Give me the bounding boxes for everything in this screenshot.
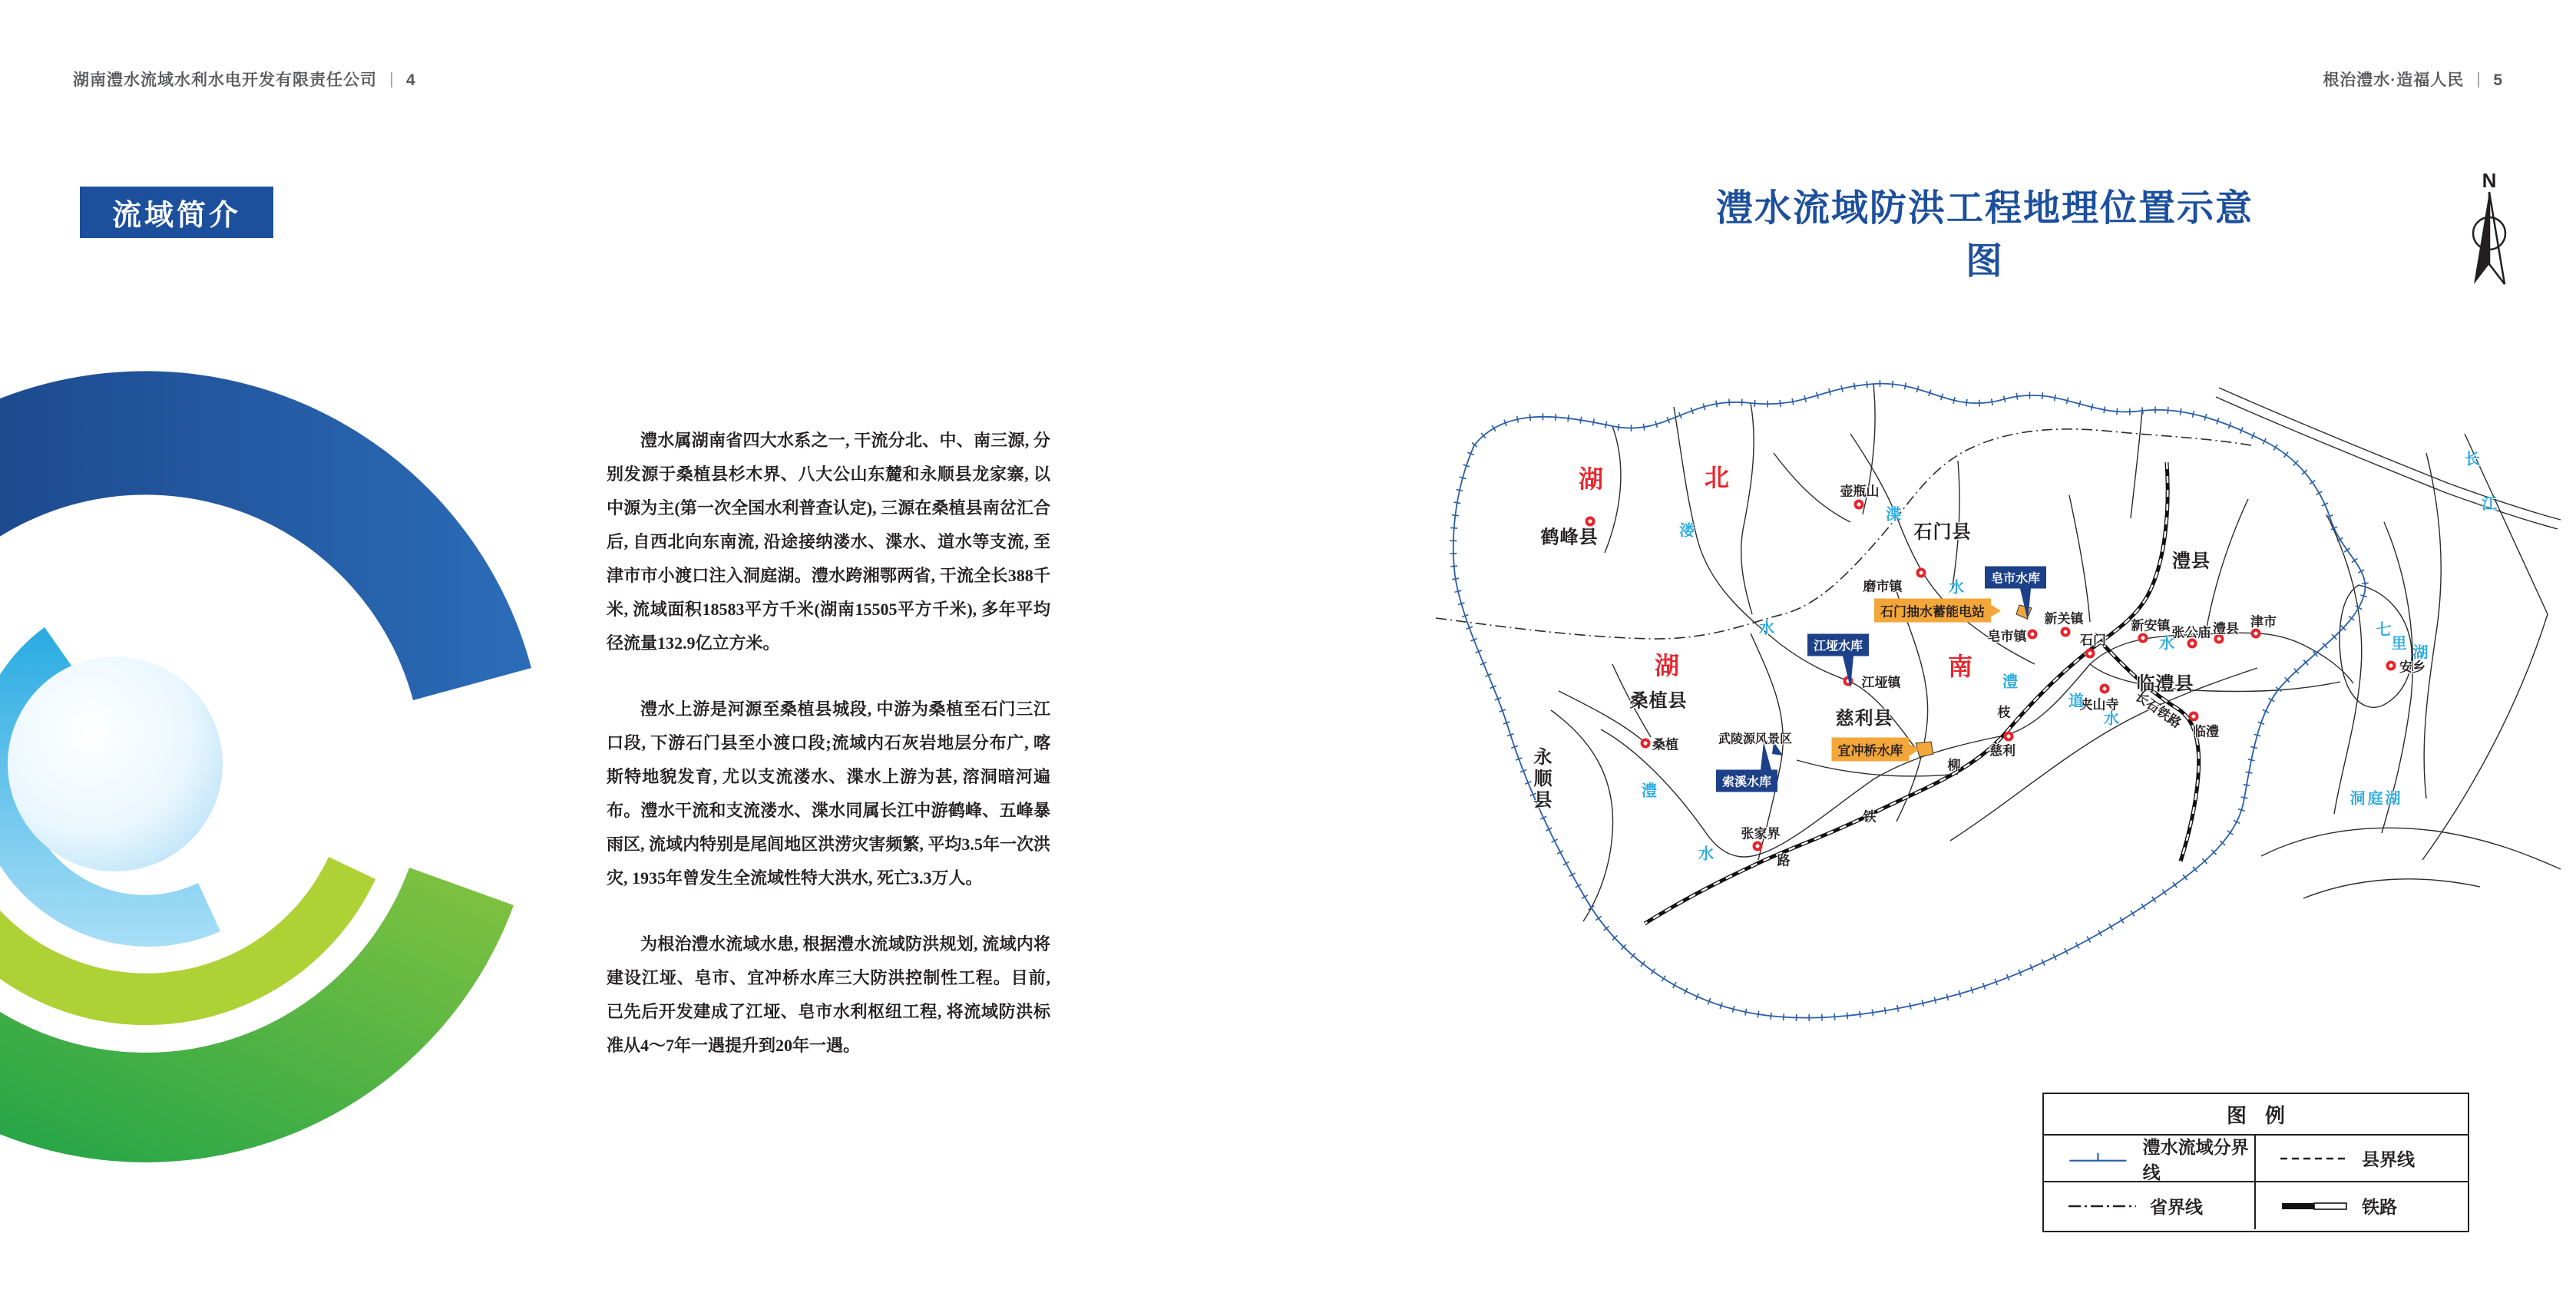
paragraph-3: 为根治澧水流域水患, 根据澧水流域防洪规划, 流域内将建设江垭、皂市、宜冲桥水库三大防洪控制性工程。目前, 已先后开发建成了江垭、皂市水利枢纽工程, 将流域防洪标准从4～7年一遇提升到20年一遇。 <box>607 934 1050 1055</box>
river-name-label: 水 <box>2159 635 2174 653</box>
header-right <box>2323 68 2503 91</box>
province-label: 北 <box>1704 464 1731 491</box>
page-number-right: 5 <box>2493 71 2503 89</box>
slogan: 根治澧水·造福人民 <box>2323 71 2465 89</box>
town-label: 新安镇 <box>2131 618 2171 633</box>
reservoir-pointer <box>1843 656 1853 689</box>
town-dot <box>2085 649 2095 659</box>
town-dot <box>1753 841 1763 851</box>
section-title: 流域简介 <box>111 200 241 232</box>
legend-label: 铁路 <box>2362 1197 2397 1217</box>
basin-introduction-text <box>607 424 1050 1095</box>
town-dot <box>2138 633 2148 643</box>
province-label: 南 <box>1947 653 1975 680</box>
town-label: 皂市镇 <box>1987 629 2027 644</box>
railway-name-label: 柳 <box>1947 758 1961 773</box>
legend-item-county-line <box>2256 1136 2468 1182</box>
railway-name-label: 长石铁路 <box>2132 689 2184 731</box>
reservoir-label: 索溪水库 <box>1716 770 1777 792</box>
town-label: 石门 <box>2080 633 2106 648</box>
page-number-left: 4 <box>406 71 416 89</box>
town-label: 新关镇 <box>2044 611 2084 627</box>
legend-label: 县界线 <box>2362 1149 2415 1169</box>
county-label: 临澧县 <box>2136 673 2194 695</box>
company-name: 湖南澧水流域水利水电开发有限责任公司 <box>73 71 377 89</box>
river-name-label: 澧 <box>2002 673 2018 691</box>
map-legend <box>2042 1093 2469 1232</box>
province-line-icon <box>2065 1196 2139 1216</box>
town-label: 壶瓶山 <box>1840 484 1880 499</box>
reservoir-pointer <box>2020 589 2031 621</box>
reservoir-label: 江垭水库 <box>1807 634 1869 656</box>
compass <box>2466 170 2512 294</box>
town-dot <box>1586 517 1596 527</box>
town-label: 津市 <box>2250 614 2277 630</box>
legend-item-railway <box>2256 1182 2468 1229</box>
lake-name-label: 洞庭湖 <box>2349 790 2403 808</box>
scenic-area-label: 武陵源风景区 <box>1718 732 1793 746</box>
county-label: 桑植县 <box>1629 690 1688 712</box>
county-label: 石门县 <box>1913 521 1972 543</box>
town-dot <box>2100 684 2110 694</box>
province-label: 湖 <box>1578 465 1605 493</box>
town-dot <box>1916 568 1926 578</box>
river-name-label: 水 <box>1759 620 1774 637</box>
legend-label: 澧水流域分界线 <box>2142 1136 2249 1182</box>
paragraph-2: 澧水上游是河源至桑植县城段, 中游为桑植至石门三江口段, 下游石门县至小渡口段;流域内石灰岩地层分布广, 喀斯特地貌发育, 尤以支流溇水、渫水上游为甚, 溶洞暗河遍布。澧水干流和支流溇水、渫水同属长江中游鹤峰、五峰暴雨区, 流域内特别是尾闾地区洪涝灾害频繁, 平均3.5年一次洪灾, 1935年曾发生全流域性特大洪水, 死亡3.3万人。 <box>607 699 1050 888</box>
header-left <box>73 68 416 91</box>
county-label: 永顺县 <box>1533 747 1553 811</box>
logo-swirl <box>0 371 531 1162</box>
county-label: 鹤峰县 <box>1540 527 1599 548</box>
town-label: 桑植 <box>1652 737 1678 752</box>
town-label: 江垭镇 <box>1861 675 1901 690</box>
basin-boundary-line-icon <box>2065 1149 2132 1169</box>
header-divider <box>391 72 392 88</box>
company-logo <box>0 322 553 1221</box>
section-title-badge <box>80 187 273 238</box>
town-dot <box>1641 739 1651 749</box>
basin-map <box>1420 361 2564 1060</box>
legend-label: 省界线 <box>2150 1197 2203 1217</box>
town-label: 张公庙 <box>2171 625 2211 640</box>
reservoir-label: 皂市水库 <box>1985 567 2046 589</box>
legend-item-province-line <box>2044 1182 2256 1229</box>
town-label: 磨市镇 <box>1863 579 1903 594</box>
north-arrow-icon <box>2466 190 2512 290</box>
town-dot <box>2386 661 2396 671</box>
town-label: 张家界 <box>1741 826 1781 841</box>
river-name-label: 澧 <box>1642 782 1657 800</box>
lake-name-label: 七 <box>2376 621 2394 639</box>
railway-name-label: 铁 <box>1863 809 1877 825</box>
project-label: 石门抽水蓄能电站 <box>1874 599 1991 623</box>
railway-name-label: 枝 <box>1997 705 2011 720</box>
county-line-icon <box>2277 1149 2351 1169</box>
town-label: 澧县 <box>2213 621 2239 636</box>
railway-line-icon <box>2277 1196 2351 1216</box>
river-name-label: 道 <box>2068 693 2084 710</box>
reservoir-pointer <box>1761 742 1771 770</box>
legend-title: 图例 <box>2044 1094 2468 1136</box>
project-label: 宜冲桥水库 <box>1832 738 1910 762</box>
river-name-label: 渫 <box>1886 506 1901 524</box>
town-dot <box>2061 627 2071 637</box>
header-divider <box>2478 72 2479 88</box>
river-name-label: 水 <box>1949 579 1964 597</box>
river-name-label: 江 <box>2482 495 2497 513</box>
river-name-label: 溇 <box>1679 522 1695 540</box>
railway-name-label: 路 <box>1777 853 1791 868</box>
river-name-label: 水 <box>2104 710 2119 728</box>
county-label: 慈利县 <box>1835 708 1893 729</box>
compass-north-label: N <box>2482 169 2497 192</box>
town-label: 安乡 <box>2399 660 2426 675</box>
river-name-label: 水 <box>1698 845 1714 863</box>
province-label: 湖 <box>1654 652 1682 679</box>
map-labels-layer <box>1420 361 2564 1060</box>
paragraph-1: 澧水属湖南省四大水系之一, 干流分北、中、南三源, 分别发源于桑植县杉木界、八大公山东麓和永顺县龙家寨, 以中源为主(第一次全国水利普查认定), 三源在桑植县南岔汇合后, 自西北向东南流, 沿途接纳溇水、渫水、道水等支流, 至津市市小渡口注入洞庭湖。澧水跨湘鄂两省, 干流全长388千米, 流域面积18583平方千米(湖南15505平方千米), 多年平均径流量132.9亿立方米。 <box>607 431 1050 653</box>
town-dot <box>2028 630 2038 640</box>
lake-name-label: 湖 <box>2412 644 2431 662</box>
map-title: 澧水流域防洪工程地理位置示意图 <box>1715 188 2254 282</box>
river-name-label: 长 <box>2465 451 2480 468</box>
lake-name-label: 里 <box>2391 635 2409 653</box>
town-label: 慈利 <box>1989 743 2015 759</box>
legend-item-basin-boundary <box>2044 1136 2256 1182</box>
town-dot <box>1854 500 1864 510</box>
town-label: 临澧 <box>2193 724 2219 739</box>
town-label: 夹山寺 <box>2079 697 2119 713</box>
county-label: 澧县 <box>2172 551 2211 572</box>
